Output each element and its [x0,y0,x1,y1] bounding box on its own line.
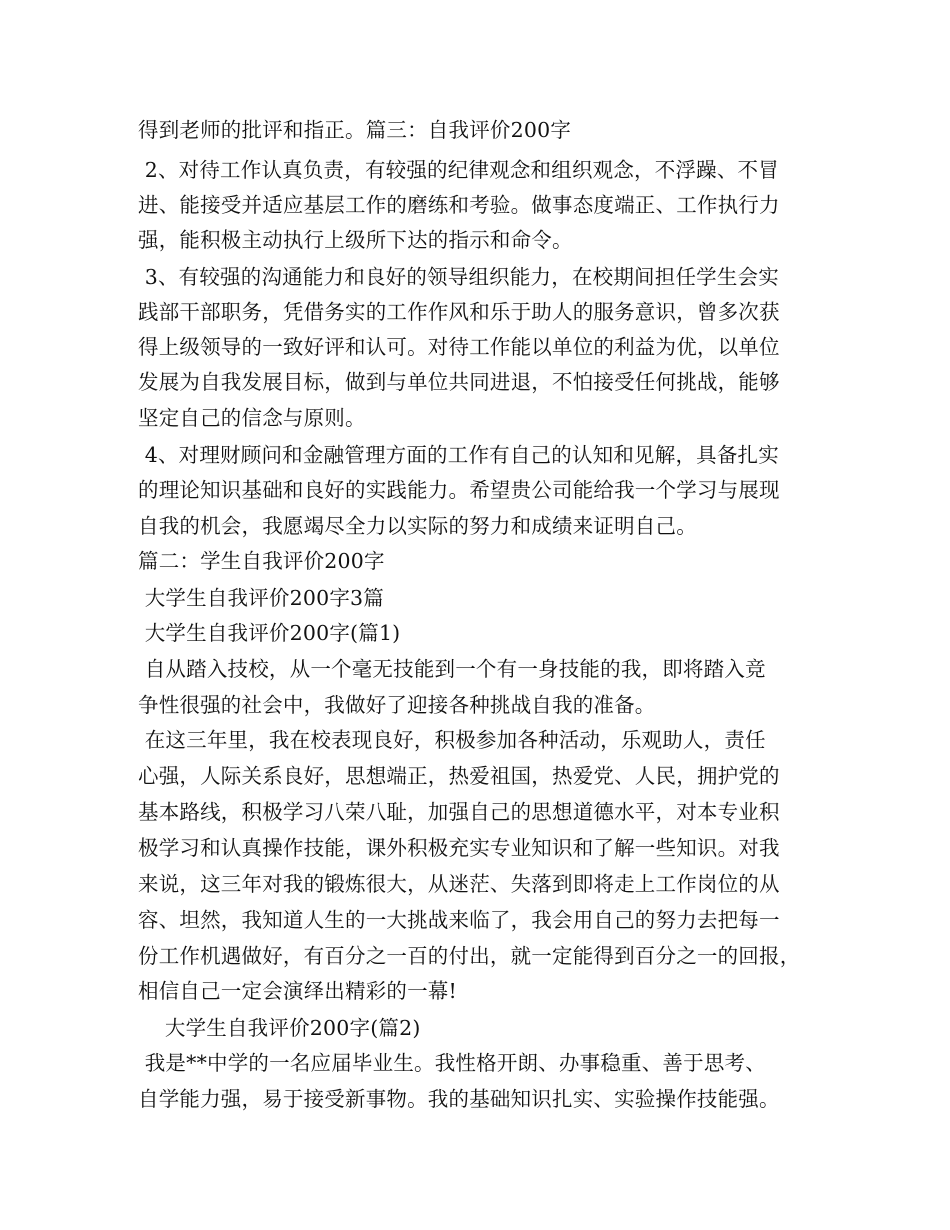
text-line: 强，能积极主动执行上级所下达的指示和命令。 [138,228,573,252]
text-line: 3、有较强的沟通能力和良好的领导组织能力，在校期间担任学生会实 [138,265,779,289]
text-line: 容、坦然，我知道人生的一大挑战来临了，我会用自己的努力去把每一 [138,908,780,932]
text-line: 相信自己一定会演绎出精彩的一幕! [138,979,457,1003]
text-line: 践部干部职务，凭借务实的工作作风和乐于助人的服务意识，曾多次获 [138,300,780,324]
text-line: 发展为自我发展目标，做到与单位共同进退，不怕接受任何挑战，能够 [138,370,780,394]
text-line: 份工作机遇做好，有百分之一百的付出，就一定能得到百分之一的回报， [138,944,801,968]
text-line: 得上级领导的一致好评和认可。对待工作能以单位的利益为优，以单位 [138,335,780,359]
text-line: 在这三年里，我在校表现良好，积极参加各种活动，乐观助人，责任 [138,728,766,752]
text-line: 得到老师的批评和指正。篇三：自我评价200字 [138,118,572,142]
text-line: 自学能力强，易于接受新事物。我的基础知识扎实、实验操作技能强。 [138,1087,780,1111]
text-line: 进、能接受并适应基层工作的磨练和考验。做事态度端正、工作执行力 [138,193,780,217]
section-heading: 篇二：学生自我评价200字 [138,549,385,573]
text-line: 心强，人际关系良好，思想端正，热爱祖国，热爱党、人民，拥护党的 [138,764,780,788]
section-heading: 大学生自我评价200字(篇2) [138,1016,421,1040]
text-line: 坚定自己的信念与原则。 [138,406,366,430]
text-line: 自我的机会，我愿竭尽全力以实际的努力和成绩来证明自己。 [138,514,697,538]
text-line: 4、对理财顾问和金融管理方面的工作有自己的认知和见解，具备扎实 [138,443,779,467]
text-line: 自从踏入技校，从一个毫无技能到一个有一身技能的我，即将踏入竞 [138,657,766,681]
text-line: 争性很强的社会中，我做好了迎接各种挑战自我的准备。 [138,693,656,717]
section-heading: 大学生自我评价200字(篇1) [138,621,401,645]
text-line: 基本路线，积极学习八荣八耻，加强自己的思想道德水平，对本专业积 [138,800,780,824]
text-line: 的理论知识基础和良好的实践能力。希望贵公司能给我一个学习与展现 [138,478,780,502]
text-line: 我是**中学的一名应届毕业生。我性格开朗、办事稳重、善于思考、 [138,1051,766,1075]
text-line: 来说，这三年对我的锻炼很大，从迷茫、失落到即将走上工作岗位的从 [138,872,780,896]
section-heading: 大学生自我评价200字3篇 [138,586,384,610]
text-line: 极学习和认真操作技能，课外积极充实专业知识和了解一些知识。对我 [138,836,780,860]
text-line: 2、对待工作认真负责，有较强的纪律观念和组织观念，不浮躁、不冒 [138,158,779,182]
